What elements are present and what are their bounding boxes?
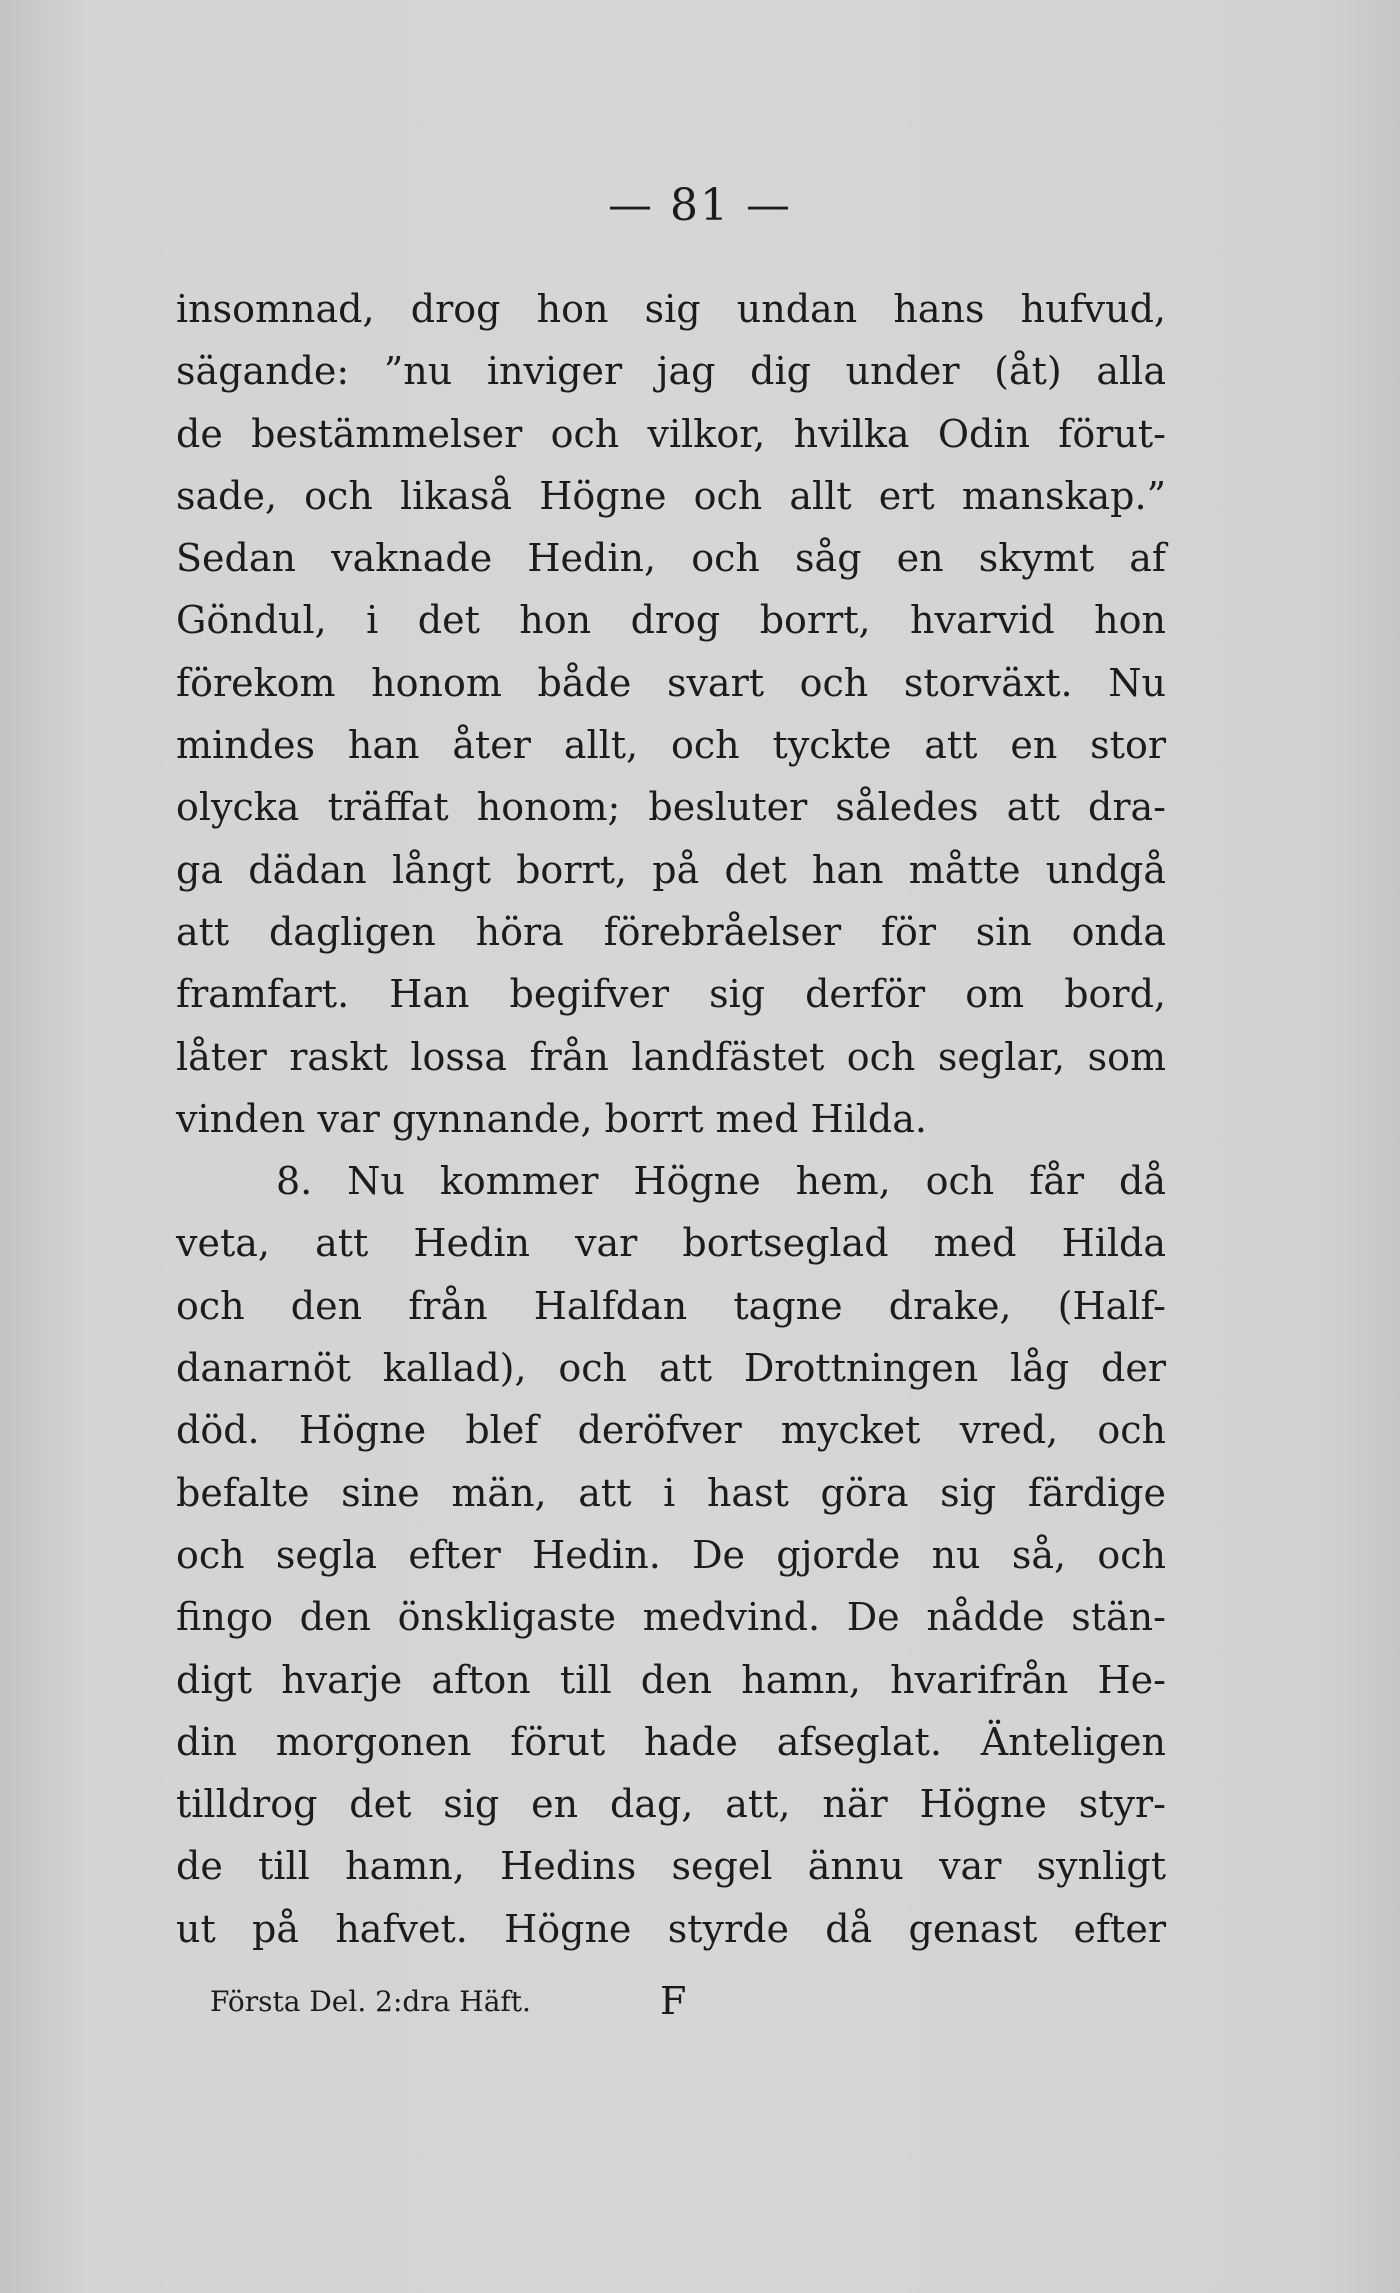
text-line: och den från Halfdan tagne drake, (Half- <box>176 1283 1166 1328</box>
text-line: mindes han åter allt, och tyckte att en stor <box>176 723 1166 768</box>
text-line: Sedan vaknade Hedin, och såg en skymt af <box>176 536 1166 581</box>
text-line: framfart. Han begifver sig derför om bord, <box>176 972 1166 1017</box>
text-line: olycka träffat honom; besluter således att dra- <box>176 785 1166 830</box>
text-line: veta, att Hedin var bortseglad med Hilda <box>176 1221 1166 1266</box>
sheet-mark: F <box>660 1979 687 2023</box>
text-line: död. Högne blef deröfver mycket vred, och <box>176 1408 1166 1453</box>
text-line: förekom honom både svart och storväxt. Nu <box>176 660 1166 705</box>
text-line: befalte sine män, att i hast göra sig färdige <box>176 1470 1166 1515</box>
text-line: låter raskt lossa från landfästet och seglar, som <box>176 1034 1166 1079</box>
text-line: Göndul, i det hon drog borrt, hvarvid hon <box>176 598 1166 643</box>
text-line: de bestämmelser och vilkor, hvilka Odin förut- <box>176 411 1166 456</box>
text-line: fingo den önskligaste medvind. De nådde stän- <box>176 1595 1166 1640</box>
text-line: sade, och likaså Högne och allt ert manskap.” <box>176 473 1166 518</box>
text-line: insomnad, drog hon sig undan hans hufvud, <box>176 287 1166 331</box>
text-line: vinden var gynnande, borrt med Hilda. <box>176 1096 927 1141</box>
page-footer <box>210 1979 1010 2023</box>
text-line: och segla efter Hedin. De gjorde nu så, och <box>176 1532 1166 1577</box>
text-line: de till hamn, Hedins segel ännu var synligt <box>176 1844 1166 1889</box>
text-line: 8. Nu kommer Högne hem, och får då <box>276 1159 1166 1204</box>
body-text <box>176 278 1166 1960</box>
text-line: danarnöt kallad), och att Drottningen låg der <box>176 1346 1166 1391</box>
signature-line: Första Del. 2:dra Häft. <box>210 1985 531 2018</box>
page-number: — 81 — <box>608 180 792 231</box>
text-line: digt hvarje afton till den hamn, hvarifrån He- <box>176 1657 1166 1702</box>
text-line: ga dädan långt borrt, på det han måtte undgå <box>176 847 1166 892</box>
text-line: tilldrog det sig en dag, att, när Högne styr- <box>176 1782 1166 1827</box>
text-line: sägande: ”nu inviger jag dig under (åt) alla <box>176 349 1166 394</box>
text-line: att dagligen höra förebråelser för sin onda <box>176 909 1166 954</box>
text-line: ut på hafvet. Högne styrde då genast efter <box>176 1906 1166 1951</box>
text-line: din morgonen förut hade afseglat. Änteligen <box>176 1719 1166 1764</box>
